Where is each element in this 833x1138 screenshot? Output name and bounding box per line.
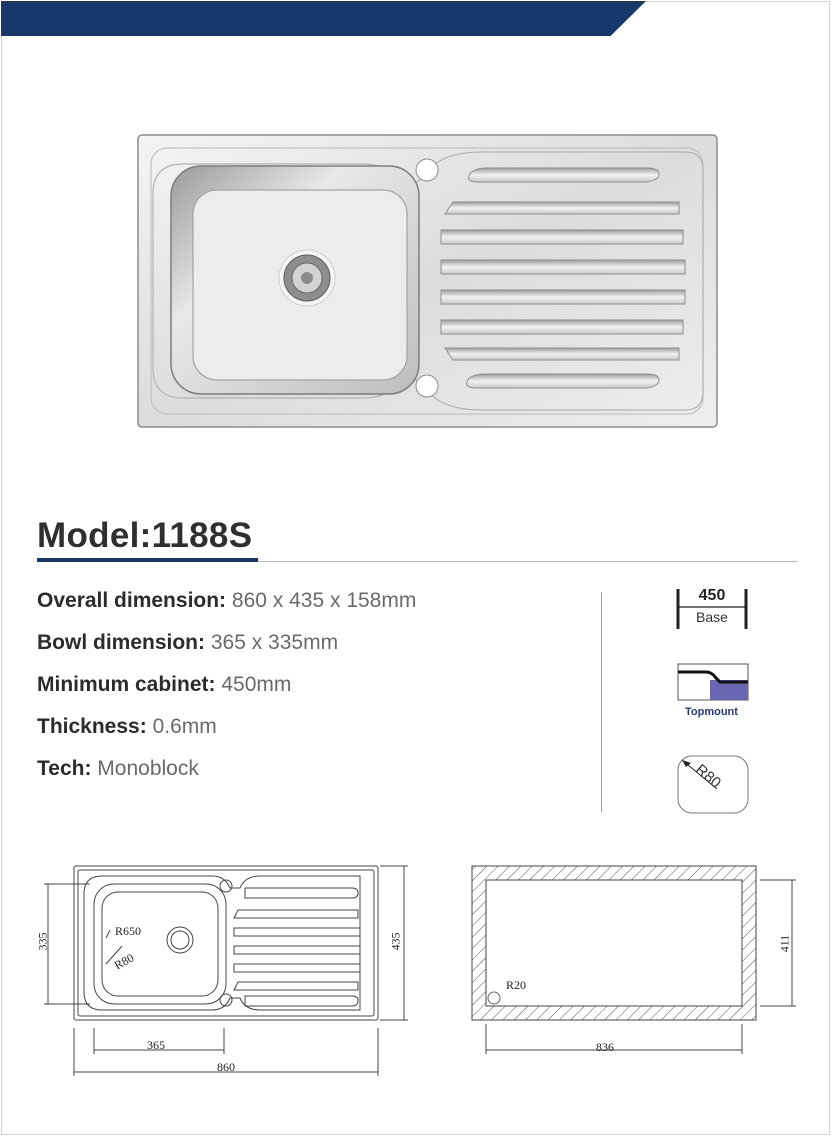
spec-label: Overall dimension:: [37, 589, 227, 612]
vertical-divider: [601, 592, 602, 812]
spec-row-tech: [37, 754, 416, 796]
cutout-width-label: 836: [596, 1040, 614, 1054]
overall-width-label: 860: [217, 1060, 235, 1074]
radius-badge: [677, 755, 749, 815]
title-rule: [258, 561, 798, 562]
r80-label: R80: [112, 950, 137, 973]
top-view-drawing: [35, 858, 420, 1080]
spec-value: 860 x 435 x 158mm: [231, 589, 417, 612]
cutout-height-label: 411: [777, 934, 792, 953]
spec-value: 450mm: [221, 673, 292, 696]
spec-label: Tech:: [37, 757, 92, 780]
sink-photo: [137, 134, 719, 430]
overall-height-label: 435: [388, 932, 403, 951]
cabinet-value: 450: [698, 587, 726, 604]
cutout-lines: [468, 862, 798, 1062]
spec-value: Monoblock: [97, 757, 199, 780]
cabinet-badge: [673, 586, 751, 632]
spec-list: [37, 586, 416, 796]
model-prefix: Model:: [37, 516, 152, 555]
model-title: [37, 516, 252, 556]
bowl-width-label: 365: [147, 1038, 165, 1052]
r20-label: R20: [506, 978, 527, 992]
topmount-label: Topmount: [685, 706, 738, 718]
model-number: 1188S: [151, 516, 253, 555]
top-view-lines: [40, 858, 420, 1080]
radius-label: R80: [692, 761, 725, 792]
spec-label: Bowl dimension:: [37, 631, 205, 654]
cutout-drawing: [468, 862, 798, 1062]
r650-label: R650: [115, 924, 142, 938]
spec-row-thickness: [37, 712, 416, 754]
spec-label: Minimum cabinet:: [37, 673, 216, 696]
cabinet-label: Base: [696, 609, 728, 625]
topmount-icon: [676, 662, 750, 702]
title-underline: [37, 558, 258, 562]
spec-row-overall-dimension: [37, 586, 416, 628]
spec-value: 365 x 335mm: [210, 631, 339, 654]
bowl-height-label: 335: [35, 932, 50, 951]
spec-row-bowl-dimension: [37, 628, 416, 670]
topmount-badge: [676, 662, 754, 722]
header-band: [1, 1, 646, 36]
spec-row-minimum-cabinet: [37, 670, 416, 712]
spec-label: Thickness:: [37, 715, 147, 738]
spec-value: 0.6mm: [152, 715, 217, 738]
